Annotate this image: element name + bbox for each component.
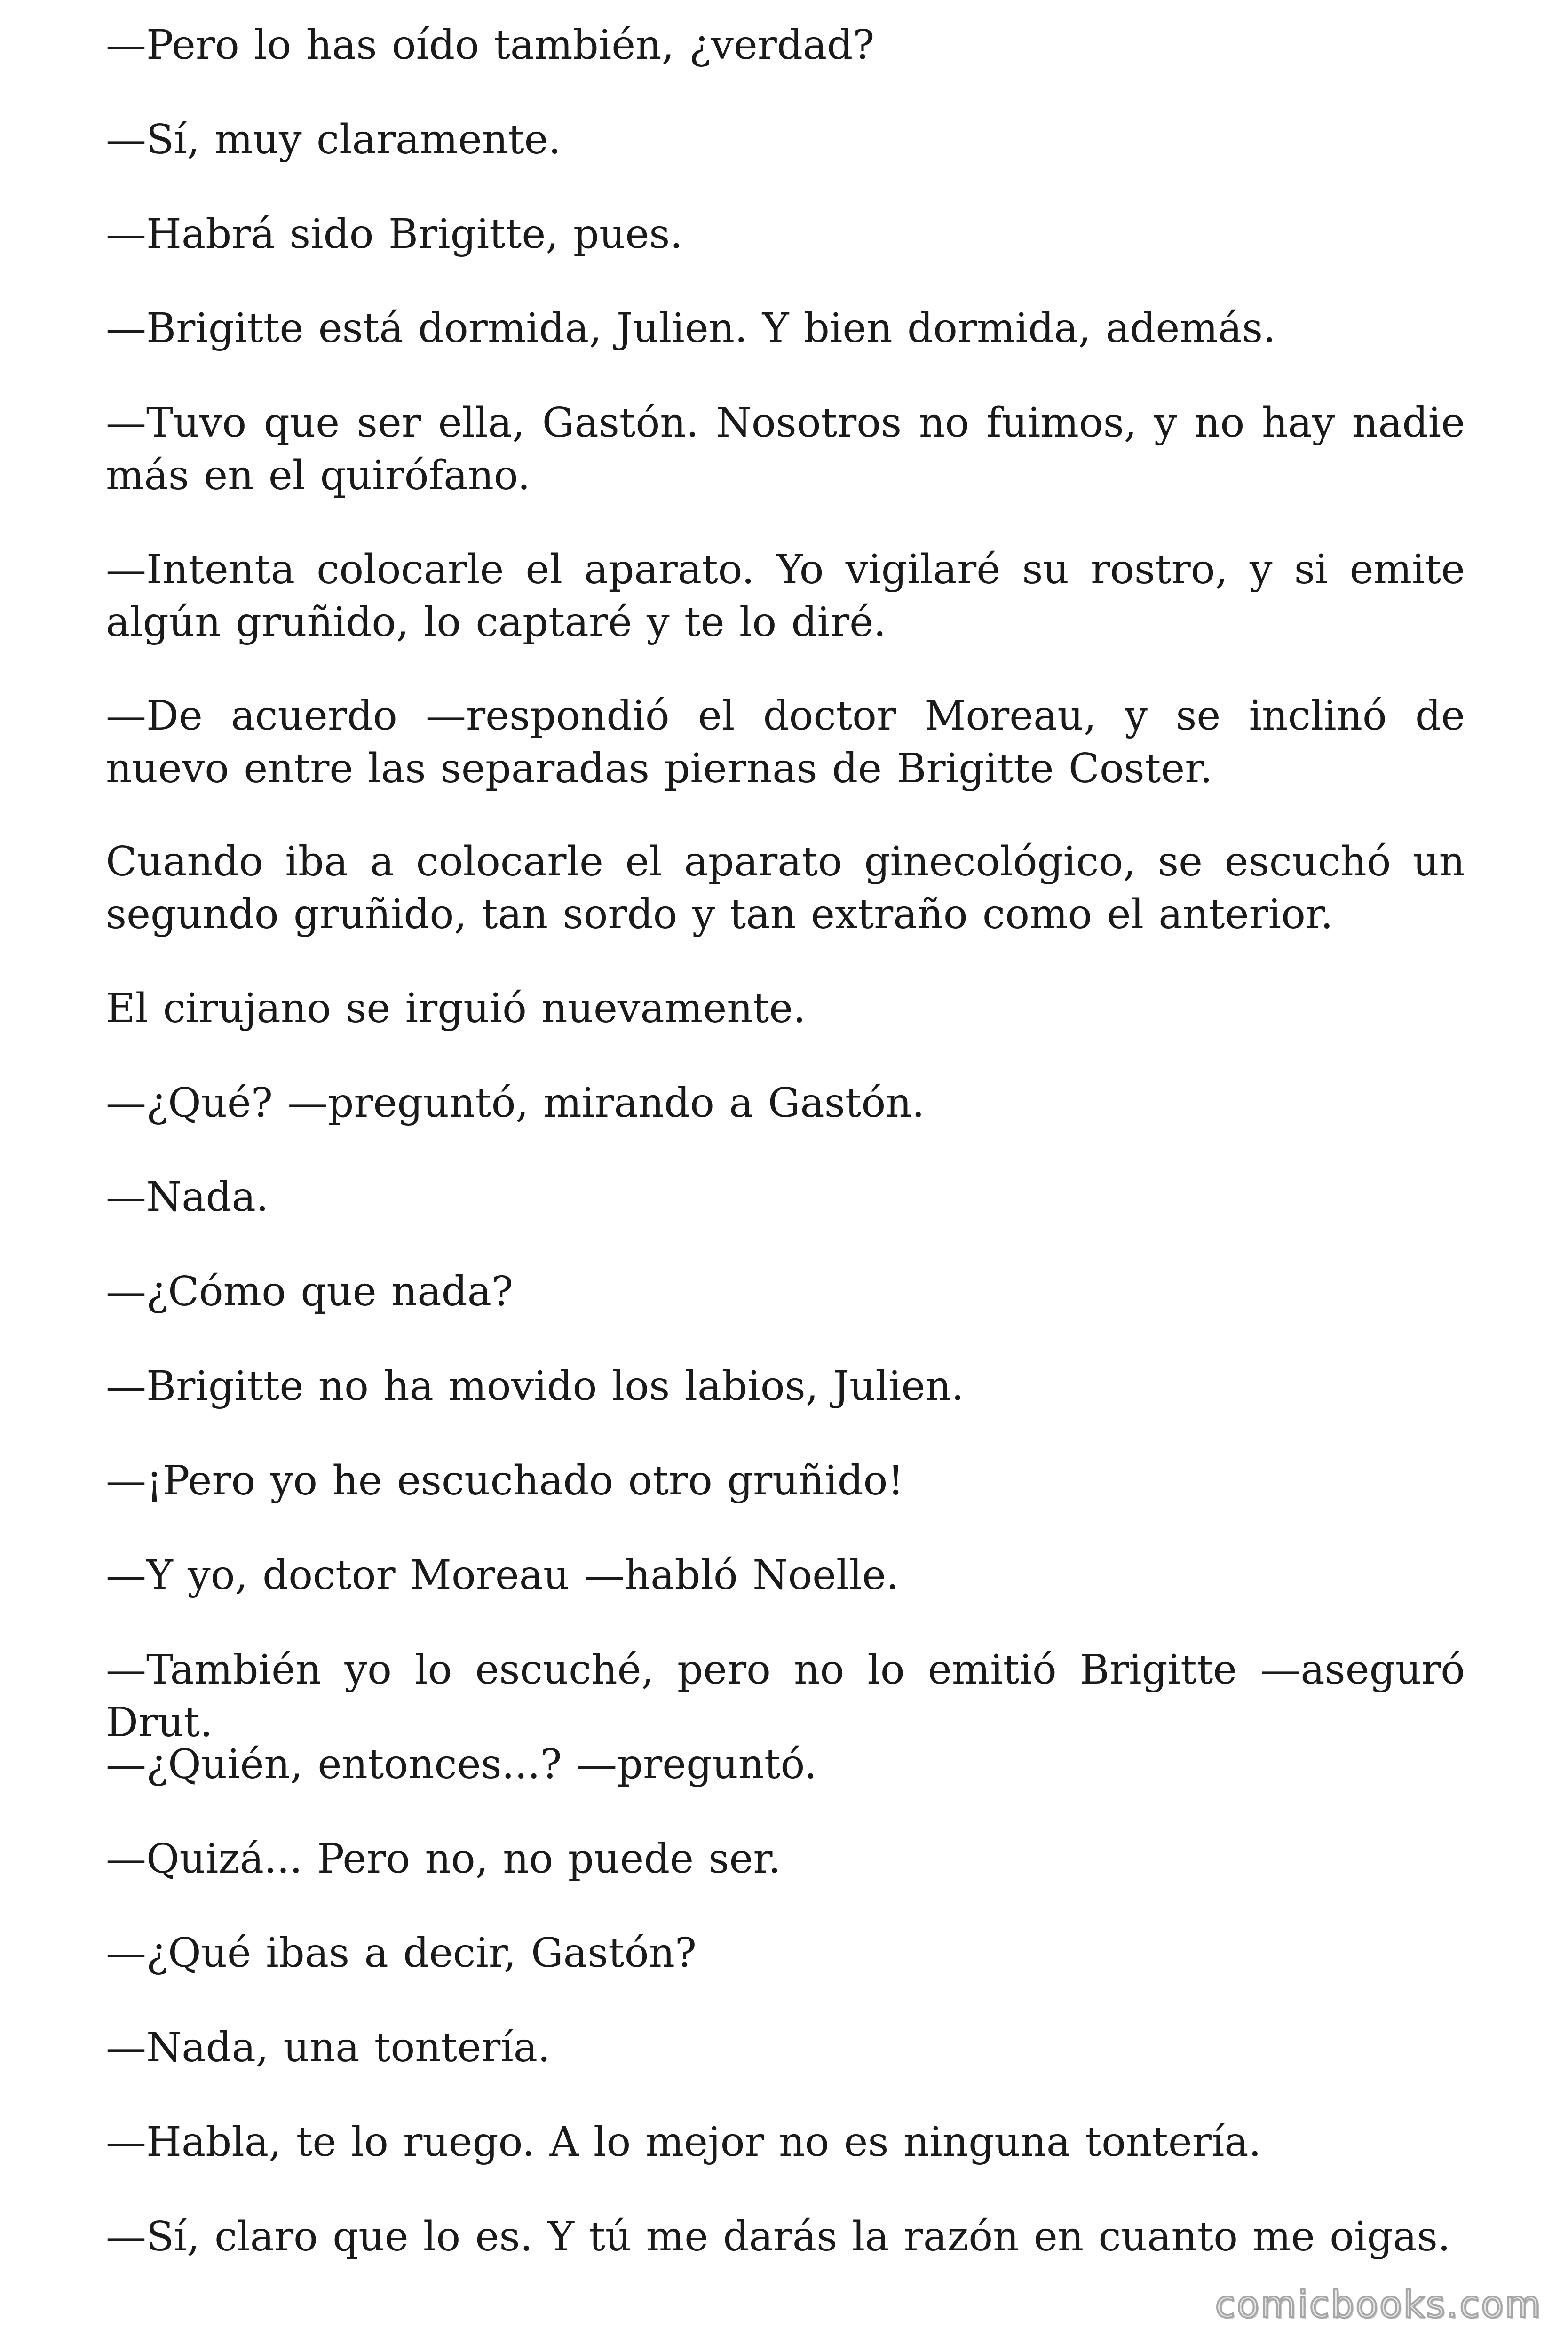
paragraph: —Habla, te lo ruego. A lo mejor no es ninguna tontería.: [106, 2119, 1261, 2166]
paragraph: —¿Qué ibas a decir, Gastón?: [106, 1930, 697, 1977]
paragraph: —Intenta colocarle el aparato. Yo vigilaré su rostro, y si emite algún gruñido, lo captaré y te lo diré.: [106, 546, 1465, 646]
paragraph: —¿Cómo que nada?: [106, 1268, 514, 1315]
paragraph: —Sí, claro que lo es. Y tú me darás la razón en cuanto me oigas.: [106, 2213, 1451, 2260]
paragraph: —De acuerdo —respondió el doctor Moreau, y se inclinó de nuevo entre las separadas piernas de Brigitte Coster.: [106, 692, 1465, 792]
paragraph: —Nada, una tontería.: [106, 2024, 551, 2071]
paragraph: —¡Pero yo he escuchado otro gruñido!: [106, 1457, 904, 1504]
paragraph: —Pero lo has oído también, ¿verdad?: [106, 22, 875, 69]
paragraph: —Habrá sido Brigitte, pues.: [106, 211, 683, 258]
paragraph: —Tuvo que ser ella, Gastón. Nosotros no fuimos, y no hay nadie más en el quirófano.: [106, 399, 1465, 499]
paragraph: —¿Qué? —preguntó, mirando a Gastón.: [106, 1080, 925, 1127]
paragraph: —Nada.: [106, 1174, 269, 1221]
paragraph: El cirujano se irguió nuevamente.: [106, 985, 806, 1032]
paragraph: —Sí, muy claramente.: [106, 116, 561, 163]
paragraph: —Quizá... Pero no, no puede ser.: [106, 1836, 781, 1883]
watermark: comicbooks.com: [1215, 2284, 1542, 2326]
paragraph: —Brigitte no ha movido los labios, Julien.: [106, 1363, 964, 1410]
paragraph: —¿Quién, entonces...? —preguntó.: [106, 1741, 817, 1788]
paragraph: —Brigitte está dormida, Julien. Y bien dormida, además.: [106, 305, 1276, 352]
paragraph: Cuando iba a colocarle el aparato ginecológico, se escuchó un segundo gruñido, tan sordo y tan extraño como el anterior.: [106, 838, 1465, 938]
paragraph: —Y yo, doctor Moreau —habló Noelle.: [106, 1552, 899, 1599]
paragraph: —También yo lo escuché, pero no lo emitió Brigitte —aseguró Drut.: [106, 1646, 1465, 1746]
